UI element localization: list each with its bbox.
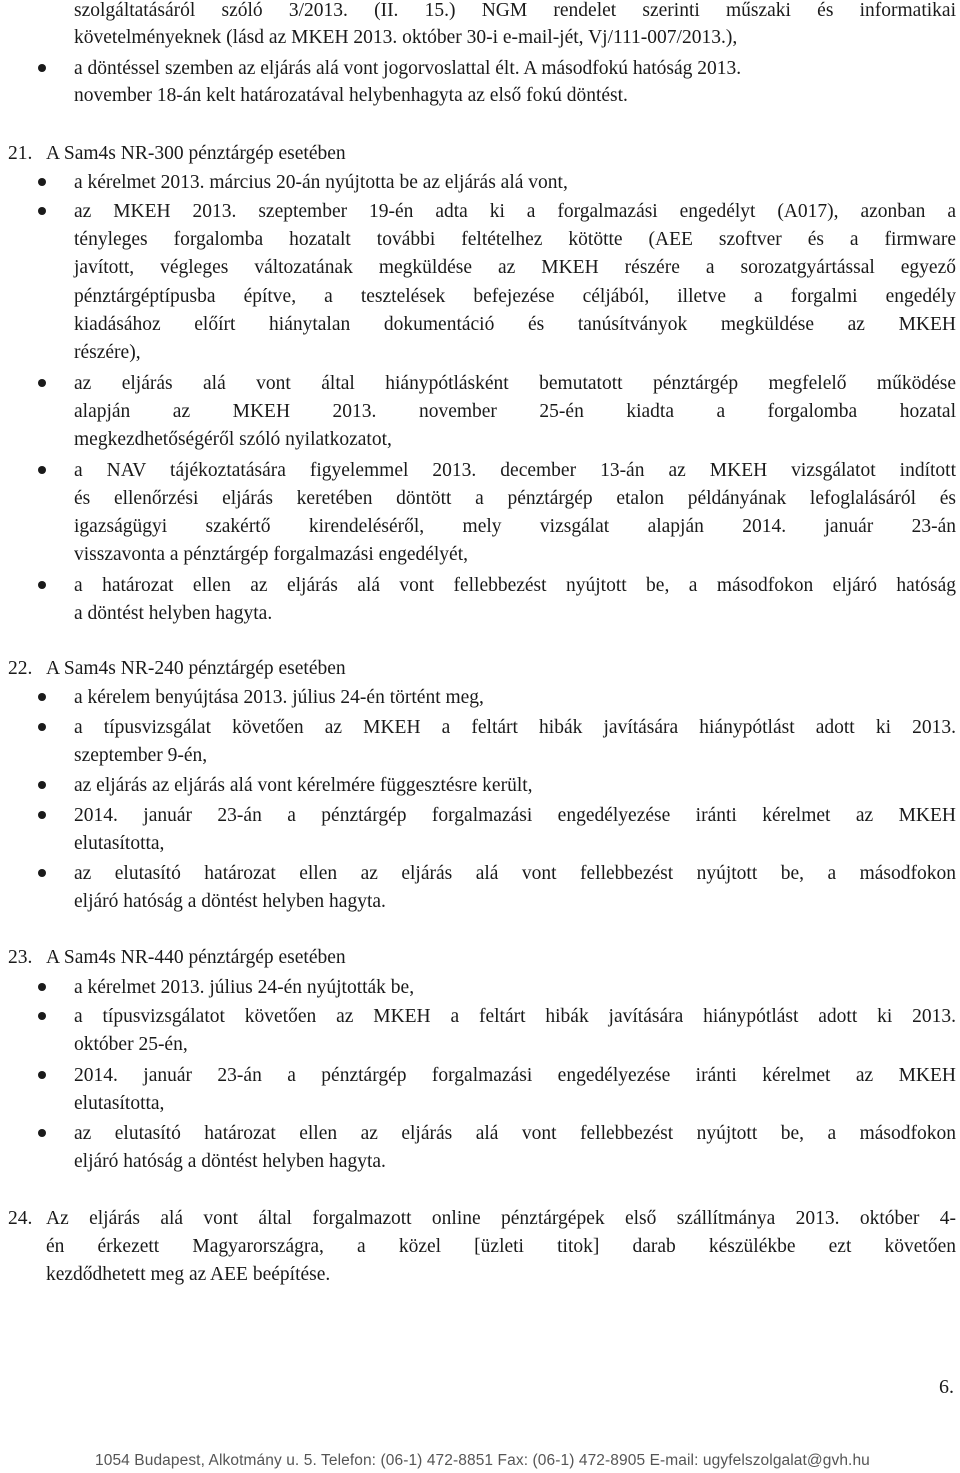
- bullet-icon: [38, 64, 46, 72]
- section-title: A Sam4s NR-300 pénztárgép esetében: [46, 143, 346, 164]
- bullet-text: november 18-án kelt határozatával helybenhagyta az első fokú döntést.: [74, 85, 628, 106]
- bullet-icon: [38, 178, 46, 186]
- section-title: A Sam4s NR-240 pénztárgép esetében: [46, 658, 346, 679]
- bullet-icon: [38, 693, 46, 701]
- bullet-icon: [38, 1012, 46, 1020]
- bullet-text: az MKEH 2013. szeptember 19-én adta ki a forgalmazási engedélyt (A017), azonban a: [74, 201, 956, 222]
- section-number: 21.: [8, 143, 33, 164]
- bullet-text: a típusvizsgálat követően az MKEH a feltárt hibák javítására hiánypótlást adott ki 2013.: [74, 717, 956, 738]
- bullet-text: részére),: [74, 342, 141, 363]
- bullet-text: tényleges forgalomba hozatalt további feltételhez kötötte (AEE szoftver és a firmware: [74, 229, 956, 250]
- bullet-text: az elutasító határozat ellen az eljárás alá vont fellebbezést nyújtott be, a másodfokon: [74, 1123, 956, 1144]
- bullet-icon: [38, 781, 46, 789]
- bullet-text: a döntést helyben hagyta.: [74, 603, 273, 624]
- bullet-text: az eljárás alá vont által hiánypótlásként bemutatott pénztárgép megfelelő működése: [74, 373, 956, 394]
- bullet-text: a kérelem benyújtása 2013. július 24-én történt meg,: [74, 687, 484, 708]
- bullet-text: visszavonta a pénztárgép forgalmazási engedélyét,: [74, 544, 468, 565]
- bullet-text: javított, végleges változatának megküldése az MKEH részére a sorozatgyártással egyező: [74, 257, 956, 278]
- bullet-icon: [38, 983, 46, 991]
- bullet-icon: [38, 723, 46, 731]
- bullet-text: 2014. január 23-án a pénztárgép forgalmazási engedélyezése iránti kérelmet az MKEH: [74, 805, 956, 826]
- bullet-text: elutasította,: [74, 1093, 165, 1114]
- bullet-icon: [38, 811, 46, 819]
- paragraph-line: én érkezett Magyarországra, a közel [üzleti titok] darab készülékbe ezt követően: [46, 1236, 956, 1257]
- bullet-text: pénztárgéptípusba építve, a tesztelések befejezése céljából, illetve a forgalmi engedély: [74, 286, 956, 307]
- footer-contact: 1054 Budapest, Alkotmány u. 5. Telefon: (06-1) 472-8851 Fax: (06-1) 472-8905 E-mail: ugyfelszolgalat@gvh.hu: [95, 1452, 870, 1469]
- intro-line: szolgáltatásáról szóló 3/2013. (II. 15.) NGM rendelet szerinti műszaki és informatikai: [74, 0, 956, 21]
- page-number: 6.: [939, 1376, 954, 1398]
- bullet-text: a határozat ellen az eljárás alá vont fellebbezést nyújtott be, a másodfokon eljáró hatóság: [74, 575, 956, 596]
- bullet-text: a NAV tájékoztatására figyelemmel 2013. december 13-án az MKEH vizsgálatot indított: [74, 460, 956, 481]
- section-number: 22.: [8, 658, 33, 679]
- bullet-text: a kérelmet 2013. március 20-án nyújtotta be az eljárás alá vont,: [74, 172, 568, 193]
- bullet-icon: [38, 581, 46, 589]
- paragraph-line: kezdődhetett meg az AEE beépítése.: [46, 1264, 331, 1285]
- bullet-text: igazságügyi szakértő kirendeléséről, mely vizsgálat alapján 2014. január 23-án: [74, 516, 956, 537]
- bullet-icon: [38, 1129, 46, 1137]
- bullet-text: elutasította,: [74, 833, 165, 854]
- bullet-icon: [38, 207, 46, 215]
- section-number: 24.: [8, 1208, 33, 1229]
- bullet-text: október 25-én,: [74, 1034, 188, 1055]
- bullet-text: eljáró hatóság a döntést helyben hagyta.: [74, 891, 386, 912]
- bullet-text: alapján az MKEH 2013. november 25-én kiadta a forgalomba hozatal: [74, 401, 956, 422]
- bullet-text: és ellenőrzési eljárás keretében döntött a pénztárgép etalon példányának lefoglalásáról és: [74, 488, 956, 509]
- bullet-text: a döntéssel szemben az eljárás alá vont jogorvoslattal élt. A másodfokú hatóság 2013.: [74, 58, 742, 79]
- paragraph-line: Az eljárás alá vont által forgalmazott online pénztárgépek első szállítmánya 2013. október 4-: [46, 1208, 956, 1229]
- bullet-text: eljáró hatóság a döntést helyben hagyta.: [74, 1151, 386, 1172]
- section-number: 23.: [8, 947, 33, 968]
- bullet-text: a kérelmet 2013. július 24-én nyújtották be,: [74, 977, 415, 998]
- bullet-icon: [38, 869, 46, 877]
- section-title: A Sam4s NR-440 pénztárgép esetében: [46, 947, 346, 968]
- bullet-text: 2014. január 23-án a pénztárgép forgalmazási engedélyezése iránti kérelmet az MKEH: [74, 1065, 956, 1086]
- bullet-text: az eljárás az eljárás alá vont kérelmére függesztésre került,: [74, 775, 533, 796]
- bullet-icon: [38, 466, 46, 474]
- intro-line: követelményeknek (lásd az MKEH 2013. október 30-i e-mail-jét, Vj/111-007/2013.),: [74, 27, 738, 48]
- bullet-text: a típusvizsgálatot követően az MKEH a feltárt hibák javítására hiánypótlást adott ki 2013.: [74, 1006, 956, 1027]
- bullet-text: megkezdhetőségéről szóló nyilatkozatot,: [74, 429, 392, 450]
- bullet-icon: [38, 1071, 46, 1079]
- bullet-text: az elutasító határozat ellen az eljárás alá vont fellebbezést nyújtott be, a másodfokon: [74, 863, 956, 884]
- bullet-icon: [38, 379, 46, 387]
- bullet-text: kiadásához előírt hiánytalan dokumentáció és tanúsítványok megküldése az MKEH: [74, 314, 956, 335]
- bullet-text: szeptember 9-én,: [74, 745, 208, 766]
